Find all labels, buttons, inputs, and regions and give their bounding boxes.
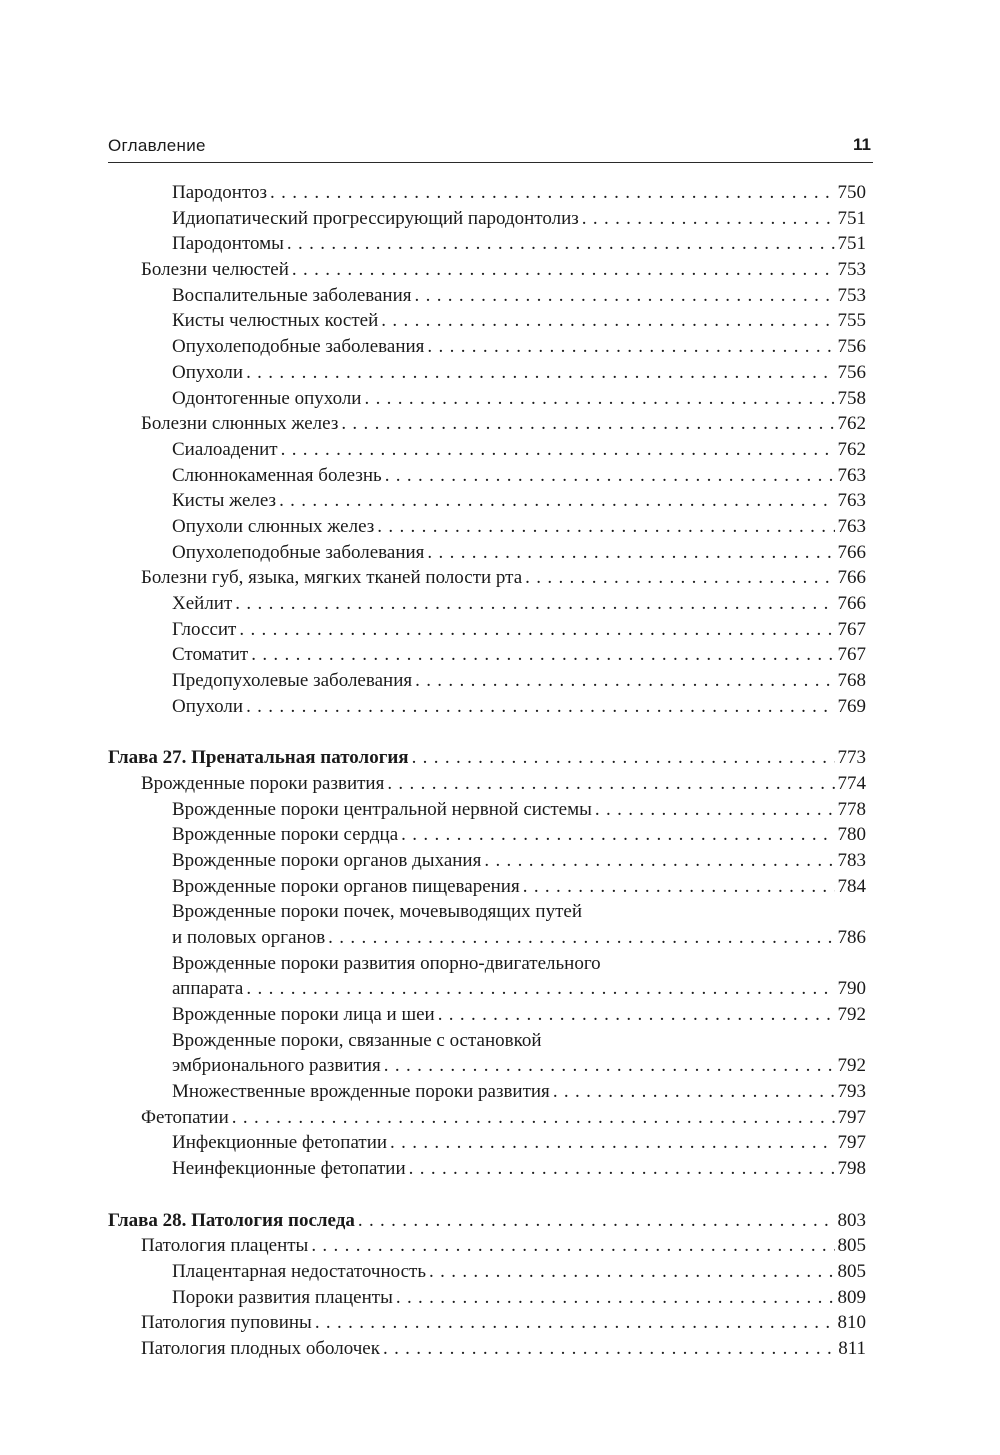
toc-entry-title: и половых органов <box>172 926 326 948</box>
dot-leader <box>381 308 834 334</box>
dot-leader <box>415 283 835 309</box>
toc-entry[interactable] <box>108 488 866 514</box>
toc-chapter-entry[interactable] <box>108 745 866 771</box>
toc-entry[interactable] <box>108 874 866 900</box>
toc-entry-page: 778 <box>837 798 866 820</box>
toc-entry[interactable] <box>108 206 866 232</box>
toc-entry[interactable] <box>108 308 866 334</box>
toc-entry-title: Хейлит <box>172 593 233 614</box>
toc-entry-title: Кисты челюстных костей <box>172 310 379 332</box>
dot-leader <box>582 206 835 232</box>
toc-entry-page: 792 <box>837 1004 866 1025</box>
dot-leader <box>429 1259 834 1285</box>
toc-entry-title: эмбрионального развития <box>172 1055 381 1077</box>
toc-entry-page: 780 <box>837 824 866 846</box>
toc-entry-page: 803 <box>837 1209 866 1231</box>
toc-entry-page: 798 <box>837 1158 866 1180</box>
toc-entry-title: Врожденные пороки почек, мочевыводящих путей <box>172 901 583 923</box>
toc-entry-page: 753 <box>837 284 866 306</box>
toc-entry-title: Сиалоаденит <box>172 438 278 460</box>
toc-entry[interactable] <box>108 797 866 823</box>
toc-entry-page: 766 <box>837 541 866 563</box>
toc-entry-page: 768 <box>837 670 866 692</box>
toc-entry[interactable] <box>108 360 866 386</box>
dot-leader <box>390 1130 834 1156</box>
toc-entry-page: 786 <box>837 926 866 948</box>
toc-entry-title: Врожденные пороки центральной нервной системы <box>172 798 592 820</box>
toc-entry-page: 783 <box>837 849 866 871</box>
toc-entry-title: Врожденные пороки лица и шеи <box>172 1004 435 1025</box>
dot-leader <box>287 231 835 257</box>
toc-entry-page: 766 <box>837 567 866 589</box>
toc-entry[interactable] <box>108 257 866 283</box>
toc-entry-title: Пародонтоз <box>172 182 267 203</box>
toc-entry-title: Болезни губ, языка, мягких тканей полости рта <box>141 567 523 589</box>
dot-leader <box>396 1285 835 1311</box>
toc-entry-page: 809 <box>837 1286 866 1308</box>
toc-entry-page: 811 <box>838 1337 866 1359</box>
toc-entry[interactable] <box>108 540 866 566</box>
dot-leader <box>328 925 834 951</box>
dot-leader <box>384 1053 835 1079</box>
toc-entry-page: 763 <box>837 515 866 537</box>
toc-entry-page: 767 <box>837 618 866 640</box>
toc-entry-page: 755 <box>837 310 866 332</box>
toc-entry[interactable] <box>108 591 866 617</box>
toc-entry-page: 769 <box>837 695 866 717</box>
running-header <box>108 136 873 163</box>
toc-entry[interactable] <box>108 514 866 540</box>
toc-entry-title: Предопухолевые заболевания <box>172 670 413 692</box>
dot-leader <box>270 180 835 206</box>
toc-entry-title: Врожденные пороки развития опорно-двигательного <box>172 952 601 974</box>
toc-entry[interactable] <box>108 411 866 437</box>
toc-entry-page: 790 <box>837 978 866 1000</box>
dot-leader <box>377 514 834 540</box>
dot-leader <box>341 411 834 437</box>
toc-entry[interactable] <box>108 694 866 720</box>
toc-entry-page: 784 <box>837 875 866 897</box>
toc-chapter-entry[interactable] <box>108 1208 866 1234</box>
toc-entry[interactable] <box>108 1336 866 1362</box>
toc-entry-page: 793 <box>837 1081 866 1103</box>
toc-entry-page: 810 <box>837 1312 866 1334</box>
page-number: 11 <box>853 135 871 154</box>
toc-entry[interactable] <box>108 642 866 668</box>
toc-entry-title: Болезни слюнных желез <box>141 413 339 435</box>
toc-entry-title: Глава 28. Патология последа <box>108 1209 355 1231</box>
toc-entry[interactable] <box>108 771 866 797</box>
dot-leader <box>246 360 834 386</box>
dot-leader <box>364 386 834 412</box>
toc-entry-page: 756 <box>837 361 866 383</box>
toc-entry[interactable] <box>108 565 866 591</box>
toc-entry[interactable] <box>108 334 866 360</box>
toc-entry[interactable] <box>108 1079 866 1105</box>
toc-entry-title: Глава 27. Пренатальная патология <box>108 747 409 769</box>
toc-entry-title: Опухолеподобные заболевания <box>172 336 425 358</box>
toc-entry-page: 753 <box>837 259 866 281</box>
toc-entry-page: 797 <box>837 1106 866 1128</box>
toc-entry-page: 766 <box>837 593 866 614</box>
toc-entry-page: 762 <box>837 438 866 460</box>
dot-leader <box>239 617 834 643</box>
toc-entry-title: Пороки развития плаценты <box>172 1286 393 1308</box>
toc-entry-title: Болезни челюстей <box>141 259 289 281</box>
dot-leader <box>311 1233 834 1259</box>
toc-entry-title: Одонтогенные опухоли <box>172 387 362 409</box>
toc-entry-page: 774 <box>837 772 866 794</box>
dot-leader <box>232 1105 835 1131</box>
dot-leader <box>427 540 834 566</box>
toc-entry-title: Опухолеподобные заболевания <box>172 541 425 563</box>
toc-entry[interactable] <box>108 1259 866 1285</box>
toc-entry[interactable] <box>108 1233 866 1259</box>
dot-leader <box>281 437 835 463</box>
toc-entry[interactable] <box>108 899 866 925</box>
toc-entry[interactable] <box>108 668 866 694</box>
toc-entry[interactable] <box>108 180 866 206</box>
toc-entry[interactable] <box>108 1285 866 1311</box>
toc-entry[interactable] <box>108 925 866 951</box>
dot-leader <box>409 1156 835 1182</box>
toc-entry[interactable] <box>108 1310 866 1336</box>
dot-leader <box>251 642 834 668</box>
toc-entry-page: 805 <box>837 1235 866 1257</box>
dot-leader <box>292 257 835 283</box>
toc-entry[interactable] <box>108 822 866 848</box>
dot-leader <box>412 745 835 771</box>
toc-entry[interactable] <box>108 1002 866 1028</box>
toc-entry-title: Глоссит <box>172 618 237 640</box>
toc-entry-title: Фетопатии <box>141 1106 229 1128</box>
toc-entry[interactable] <box>108 386 866 412</box>
dot-leader <box>385 463 835 489</box>
dot-leader <box>387 771 834 797</box>
toc-entry[interactable] <box>108 1105 866 1131</box>
dot-leader <box>415 668 834 694</box>
toc-entry-title: аппарата <box>172 978 244 1000</box>
dot-leader <box>595 797 835 823</box>
dot-leader <box>235 591 834 617</box>
dot-leader <box>383 1336 835 1362</box>
toc-entry-title: Плацентарная недостаточность <box>172 1260 427 1282</box>
dot-leader <box>525 565 834 591</box>
toc-entry[interactable] <box>108 437 866 463</box>
toc-entry-title: Врожденные пороки, связанные с остановкой <box>172 1029 542 1051</box>
toc-entry-title: Опухоли <box>172 361 244 383</box>
dot-leader <box>315 1310 835 1336</box>
toc-entry[interactable] <box>108 617 866 643</box>
toc-entry-title: Врожденные пороки развития <box>141 772 385 794</box>
toc-entry[interactable] <box>108 1156 866 1182</box>
toc-entry[interactable] <box>108 231 866 257</box>
dot-leader <box>523 874 835 900</box>
dot-leader <box>358 1208 835 1234</box>
toc-entry-page: 792 <box>837 1055 866 1077</box>
toc-entry-title: Воспалительные заболевания <box>172 284 412 306</box>
toc-entry-title: Опухоли <box>172 695 244 717</box>
toc-entry[interactable] <box>108 976 866 1002</box>
toc-entry[interactable] <box>108 1130 866 1156</box>
toc-entry-title: Патология пуповины <box>141 1312 312 1334</box>
toc-entry-title: Слюннокаменная болезнь <box>172 464 382 486</box>
toc-entry-title: Идиопатический прогрессирующий пародонтолиз <box>172 207 579 229</box>
dot-leader <box>427 334 834 360</box>
toc-entry[interactable] <box>108 463 866 489</box>
dot-leader <box>401 822 834 848</box>
toc-entry-page: 750 <box>837 182 866 203</box>
toc-entry-page: 756 <box>837 336 866 358</box>
toc-entry-page: 758 <box>837 387 866 409</box>
toc-entry[interactable] <box>108 283 866 309</box>
dot-leader <box>279 488 834 514</box>
toc-entry[interactable] <box>108 1028 866 1054</box>
dot-leader <box>438 1002 835 1028</box>
dot-leader <box>246 976 834 1002</box>
toc-entry-title: Неинфекционные фетопатии <box>172 1158 406 1180</box>
toc-entry-title: Пародонтомы <box>172 233 284 255</box>
dot-leader <box>246 694 834 720</box>
toc-entry-title: Множественные врожденные пороки развития <box>172 1081 550 1103</box>
running-header-title: Оглавление <box>108 136 206 155</box>
toc-entry-title: Инфекционные фетопатии <box>172 1132 388 1154</box>
toc-entry-title: Врожденные пороки органов пищеварения <box>172 875 520 897</box>
dot-leader <box>484 848 834 874</box>
toc-entry-title: Врожденные пороки органов дыхания <box>172 849 482 871</box>
toc-entry-title: Опухоли слюнных желез <box>172 515 375 537</box>
toc-entry-page: 763 <box>837 464 866 486</box>
toc-entry-title: Патология плодных оболочек <box>141 1337 380 1359</box>
toc-entry-title: Кисты желез <box>172 490 277 512</box>
toc-entry-page: 767 <box>837 644 866 666</box>
toc-entry[interactable] <box>108 848 866 874</box>
toc-entry[interactable] <box>108 951 866 977</box>
toc-entry-page: 773 <box>837 747 866 769</box>
toc-entry-page: 762 <box>837 413 866 435</box>
table-of-contents <box>108 180 866 1362</box>
toc-entry-page: 751 <box>837 233 866 255</box>
toc-entry-title: Патология плаценты <box>141 1235 309 1257</box>
toc-entry-page: 805 <box>837 1260 866 1282</box>
toc-entry-page: 751 <box>837 207 866 229</box>
toc-entry[interactable] <box>108 1053 866 1079</box>
toc-entry-title: Стоматит <box>172 644 249 666</box>
dot-leader <box>553 1079 835 1105</box>
toc-entry-page: 797 <box>837 1132 866 1154</box>
toc-entry-title: Врожденные пороки сердца <box>172 824 399 846</box>
toc-entry-page: 763 <box>837 490 866 512</box>
